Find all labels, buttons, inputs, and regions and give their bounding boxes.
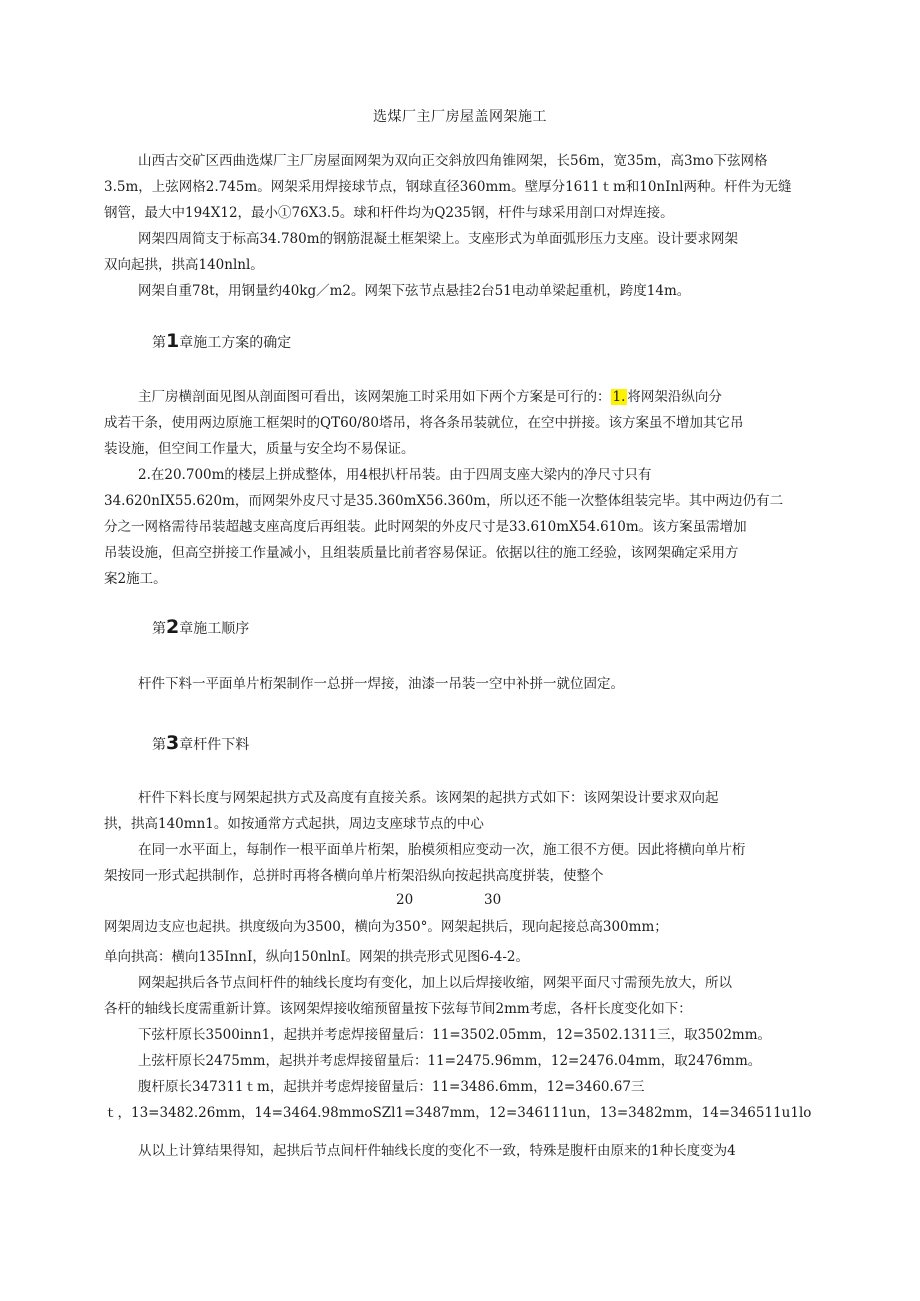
chapter-number: 3 [166,732,180,754]
text-line: 3.5m，上弦网格2.745m。网架采用焊接球节点，钢球直径360mm。壁厚分1611ｔm和10nInl两种。杆件为无缝 [104,179,792,195]
equation-number-right: 30 [484,892,502,908]
text-fragment: 将网架沿纵向分 [627,389,722,405]
text-line: 网架周边支应也起拱。拱度级向为3500，横向为350°。网架起拱后，现向起接总高300mm； [104,919,668,935]
text-line: 钢管，最大中194X12，最小①76X3.5。球和杆件均为Q235钢，杆件与球采用剖口对焊连接。 [104,205,674,221]
equation-number-left: 20 [396,892,414,908]
text-line: 山西古交矿区西曲选煤厂主厂房屋面网架为双向正交斜放四角锥网架，长56m，宽35m，高3mo下弦网格 [138,153,768,169]
chapter-number: 1 [166,330,180,352]
text-line: 网架起拱后各节点间杆件的轴线长度均有变化，加上以后焊接收缩，网架平面尺寸需预先放大，所以 [138,975,732,991]
text-line: 分之一网格需待吊装超越支座高度后再组装。此时网架的外皮尺寸是33.610mX54.610m。该方案虽需增加 [104,519,747,535]
text-line: ｔ，13=3482.26mm，14=3464.98mmoSZl1=3487mm，12=346111un，13=3482mm，14=346511u1lo [104,1105,812,1121]
text-line: 2.在20.700m的楼层上拼成整体，用4根扒杆吊装。由于四周支座大梁内的净尺寸只有 [138,467,652,483]
text-line [104,384,816,410]
chapter-prefix: 第 [152,737,166,753]
text-line: 上弦杆原长2475mm，起拱并考虑焊接留量后：11=2475.96mm，12=2476.04mm，取2476mm。 [138,1053,762,1069]
text-line: 腹杆原长347311ｔm，起拱并考虑焊接留量后：11=3486.6mm，12=3460.67三 [138,1079,645,1095]
chapter-1-heading [152,328,291,356]
chapter-3-heading [152,730,249,758]
chapter-2-body [104,671,816,697]
text-line: 杆件下料一平面单片桁架制作一总拼一焊接，油漆一吊装一空中补拼一就位固定。 [138,676,624,692]
chapter-number: 2 [166,616,180,638]
page-title: 选煤厂主厂房屋盖网架施工 [373,109,547,125]
text-line: 网架自重78t，用钢量约40kg／m2。网架下弦节点悬挂2台51电动单梁起重机，跨度14m。 [138,283,691,299]
text-line: 装设施，但空间工作量大，质量与安全均不易保证。 [104,441,415,457]
text-line: 34.620nIX55.620m，而网架外皮尺寸是35.360mX56.360m，所以还不能一次整体组装完毕。其中两边仍有二 [104,493,784,509]
chapter-3-body-a [104,785,816,889]
text-line: 下弦杆原长3500inn1，起拱并考虑焊接留量后：11=3502.05mm，12=3502.1311三，取3502mm。 [138,1027,772,1043]
chapter-title: 章杆件下料 [179,737,250,753]
text-line: 案2施工。 [104,571,167,587]
text-line: 吊装设施，但高空拼接工作量减小，且组装质量比前者容易保证。依据以往的施工经验，该网架确定采用方 [104,545,739,561]
text-line: 各杆的轴线长度需重新计算。该网架焊接收缩预留量按下弦每节间2mm考虑，各杆长度变化如下： [104,1001,692,1017]
text-line: 从以上计算结果得知，起拱后节点间杆件轴线长度的变化不一致，特殊是腹杆由原来的1种长度变为4 [138,1143,736,1159]
text-line: 双向起拱，拱高140nlnl。 [104,257,264,273]
intro-paragraph [104,148,816,304]
chapter-1-body [104,384,816,592]
text-line: 网架四周简支于标高34.780m的钢筋混凝土框架梁上。支座形式为单面弧形压力支座。设计要求网架 [138,231,739,247]
text-line: 架按同一形式起拱制作，总拼时再将各横向单片桁架沿纵向按起拱高度拼装，使整个 [104,868,604,884]
text-line: 成若干条，使用两边原施工框架时的QT60/80塔吊，将各条吊装就位，在空中拼接。该方案虽不增加其它吊 [104,415,744,431]
chapter-title: 章施工顺序 [179,621,250,637]
chapter-2-heading [152,614,249,642]
text-line: 杆件下料长度与网架起拱方式及高度有直接关系。该网架的起拱方式如下：该网架设计要求双向起 [138,790,719,806]
chapter-3-body-b [104,914,816,940]
chapter-title: 章施工方案的确定 [179,335,292,351]
chapter-3-body-c [104,944,816,1126]
text-line: 单向拱高：横向135InnI，纵向150nlnI。网架的拱壳形式见图6-4-2。 [104,949,530,965]
text-line: 拱，拱高140mn1。如按通常方式起拱，周边支座球节点的中心 [104,816,484,832]
chapter-prefix: 第 [152,621,166,637]
text-fragment: 主厂房横剖面见图从剖面图可看出，该网架施工时采用如下两个方案是可行的： [138,389,611,405]
chapter-3-body-d [104,1138,816,1164]
chapter-prefix: 第 [152,335,166,351]
highlighted-marker: 1. [612,389,626,405]
text-line: 在同一水平面上，每制作一根平面单片桁架，胎模须相应变动一次，施工很不方便。因此将横向单片桁 [138,842,746,858]
